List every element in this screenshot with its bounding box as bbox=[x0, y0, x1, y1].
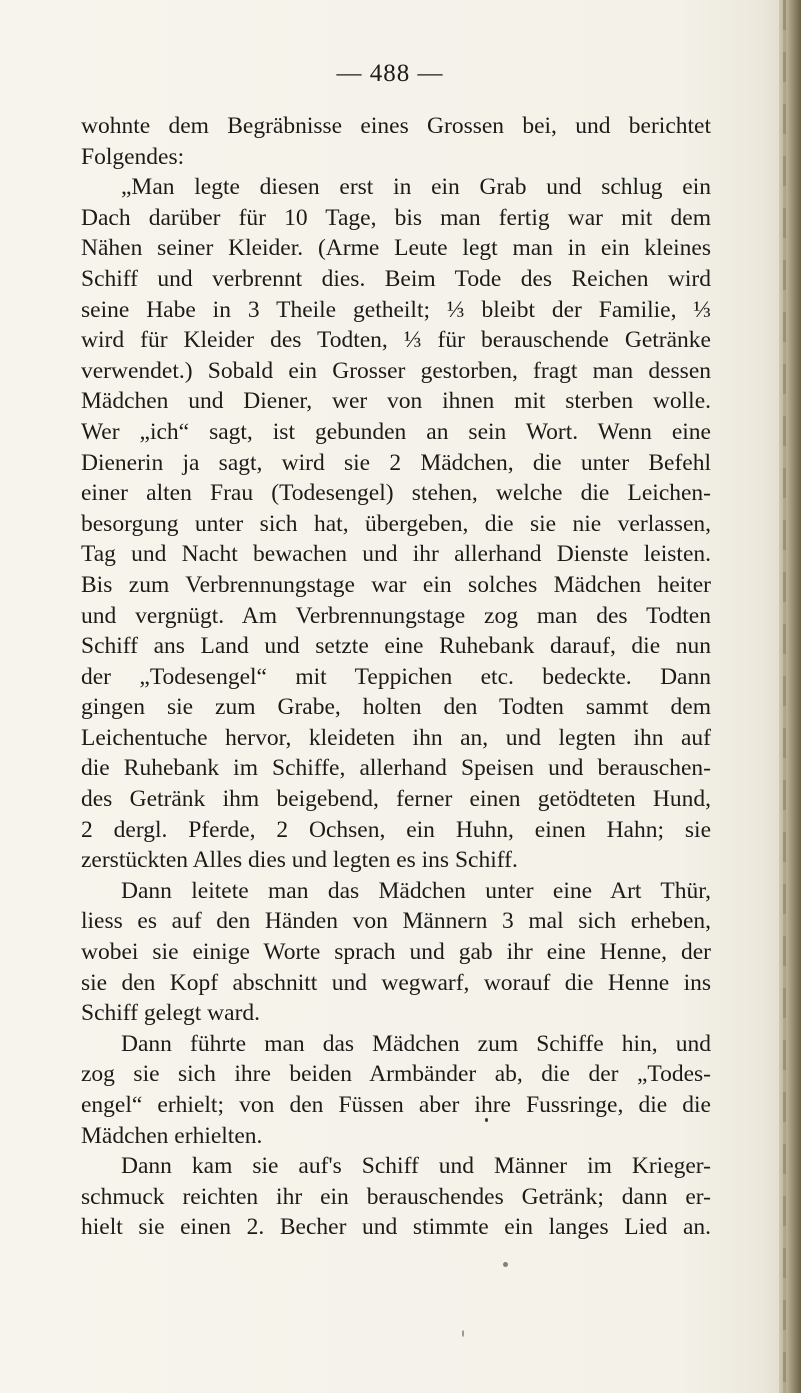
text-line: verwendet.) Sobald ein Grosser gestorben, fragt man dessen bbox=[81, 357, 711, 384]
text-line: Schiff ans Land und setzte eine Ruhebank darauf, die nun bbox=[81, 633, 711, 660]
text-line: 2 dergl. Pferde, 2 Ochsen, ein Huhn, einen Hahn; sie bbox=[81, 816, 711, 843]
ink-speck bbox=[485, 1118, 488, 1122]
text-line: engel“ erhielt; von den Füssen aber ihre Fussringe, die die bbox=[81, 1092, 711, 1118]
text-line: Folgendes: bbox=[81, 143, 185, 170]
text-line: wird für Kleider des Todten, ⅓ für berauschende Getränke bbox=[81, 327, 711, 354]
page-number: — 488 — bbox=[336, 60, 444, 87]
text-line: zog sie sich ihre beiden Armbänder ab, die der „Todes- bbox=[81, 1061, 711, 1088]
text-line: Tag und Nacht bewachen und ihr allerhand Dienste leisten. bbox=[81, 541, 711, 568]
page-edge bbox=[779, 0, 801, 1393]
text-line: Dach darüber für 10 Tage, bis man fertig war mit dem bbox=[81, 204, 711, 231]
text-line: Dann leitete man das Mädchen unter eine Art Thür, bbox=[121, 877, 711, 904]
text-line: seine Habe in 3 Theile getheilt; ⅓ bleibt der Familie, ⅓ bbox=[81, 296, 711, 323]
text-line: einer alten Frau (Todesengel) stehen, welche die Leichen- bbox=[81, 480, 711, 507]
text-line: Schiff gelegt ward. bbox=[81, 1000, 261, 1027]
body-text bbox=[81, 111, 711, 1243]
text-line: Leichentuche hervor, kleideten ihn an, und legten ihn auf bbox=[81, 724, 711, 751]
text-line: zerstückten Alles dies und legten es ins Schiff. bbox=[81, 847, 518, 874]
text-line: Dienerin ja sagt, wird sie 2 Mädchen, die unter Befehl bbox=[81, 449, 711, 476]
text-line: wohnte dem Begräbnisse eines Grossen bei, und berichtet bbox=[81, 113, 711, 139]
text-line: liess es auf den Händen von Männern 3 mal sich erheben, bbox=[81, 908, 711, 935]
text-line: die Ruhebank im Schiffe, allerhand Speisen und berauschen- bbox=[81, 755, 711, 782]
text-line: des Getränk ihm beigebend, ferner einen getödteten Hund, bbox=[81, 786, 711, 813]
text-line: sie den Kopf abschnitt und wegwarf, worauf die Henne ins bbox=[81, 969, 711, 996]
text-line: gingen sie zum Grabe, holten den Todten sammt dem bbox=[81, 694, 711, 721]
text-line: Bis zum Verbrennungstage war ein solches Mädchen heiter bbox=[81, 571, 711, 598]
text-line: hielt sie einen 2. Becher und stimmte ein langes Lied an. bbox=[81, 1214, 711, 1241]
ink-speck bbox=[503, 1262, 508, 1267]
text-line: Mädchen erhielten. bbox=[81, 1122, 263, 1149]
text-line: Schiff und verbrennt dies. Beim Tode des Reichen wird bbox=[81, 265, 711, 292]
text-line: Dann kam sie auf's Schiff und Männer im Krieger- bbox=[121, 1153, 711, 1180]
text-line: besorgung unter sich hat, übergeben, die sie nie verlassen, bbox=[81, 510, 711, 537]
text-line: Nähen seiner Kleider. (Arme Leute legt man in ein kleines bbox=[81, 235, 711, 262]
text-line: Dann führte man das Mädchen zum Schiffe hin, und bbox=[121, 1030, 711, 1057]
text-line: der „Todesengel“ mit Teppichen etc. bedeckte. Dann bbox=[81, 663, 711, 690]
text-line: schmuck reichten ihr ein berauschendes Getränk; dann er- bbox=[81, 1183, 711, 1210]
text-line: wobei sie einige Worte sprach und gab ihr eine Henne, der bbox=[81, 939, 711, 966]
ink-speck bbox=[462, 1330, 464, 1337]
text-line: Wer „ich“ sagt, ist gebunden an sein Wort. Wenn eine bbox=[81, 418, 711, 445]
text-line: „Man legte diesen erst in ein Grab und schlug ein bbox=[121, 174, 711, 201]
text-line: Mädchen und Diener, wer von ihnen mit sterben wolle. bbox=[81, 388, 711, 415]
text-line: und vergnügt. Am Verbrennungstage zog man des Todten bbox=[81, 602, 711, 629]
